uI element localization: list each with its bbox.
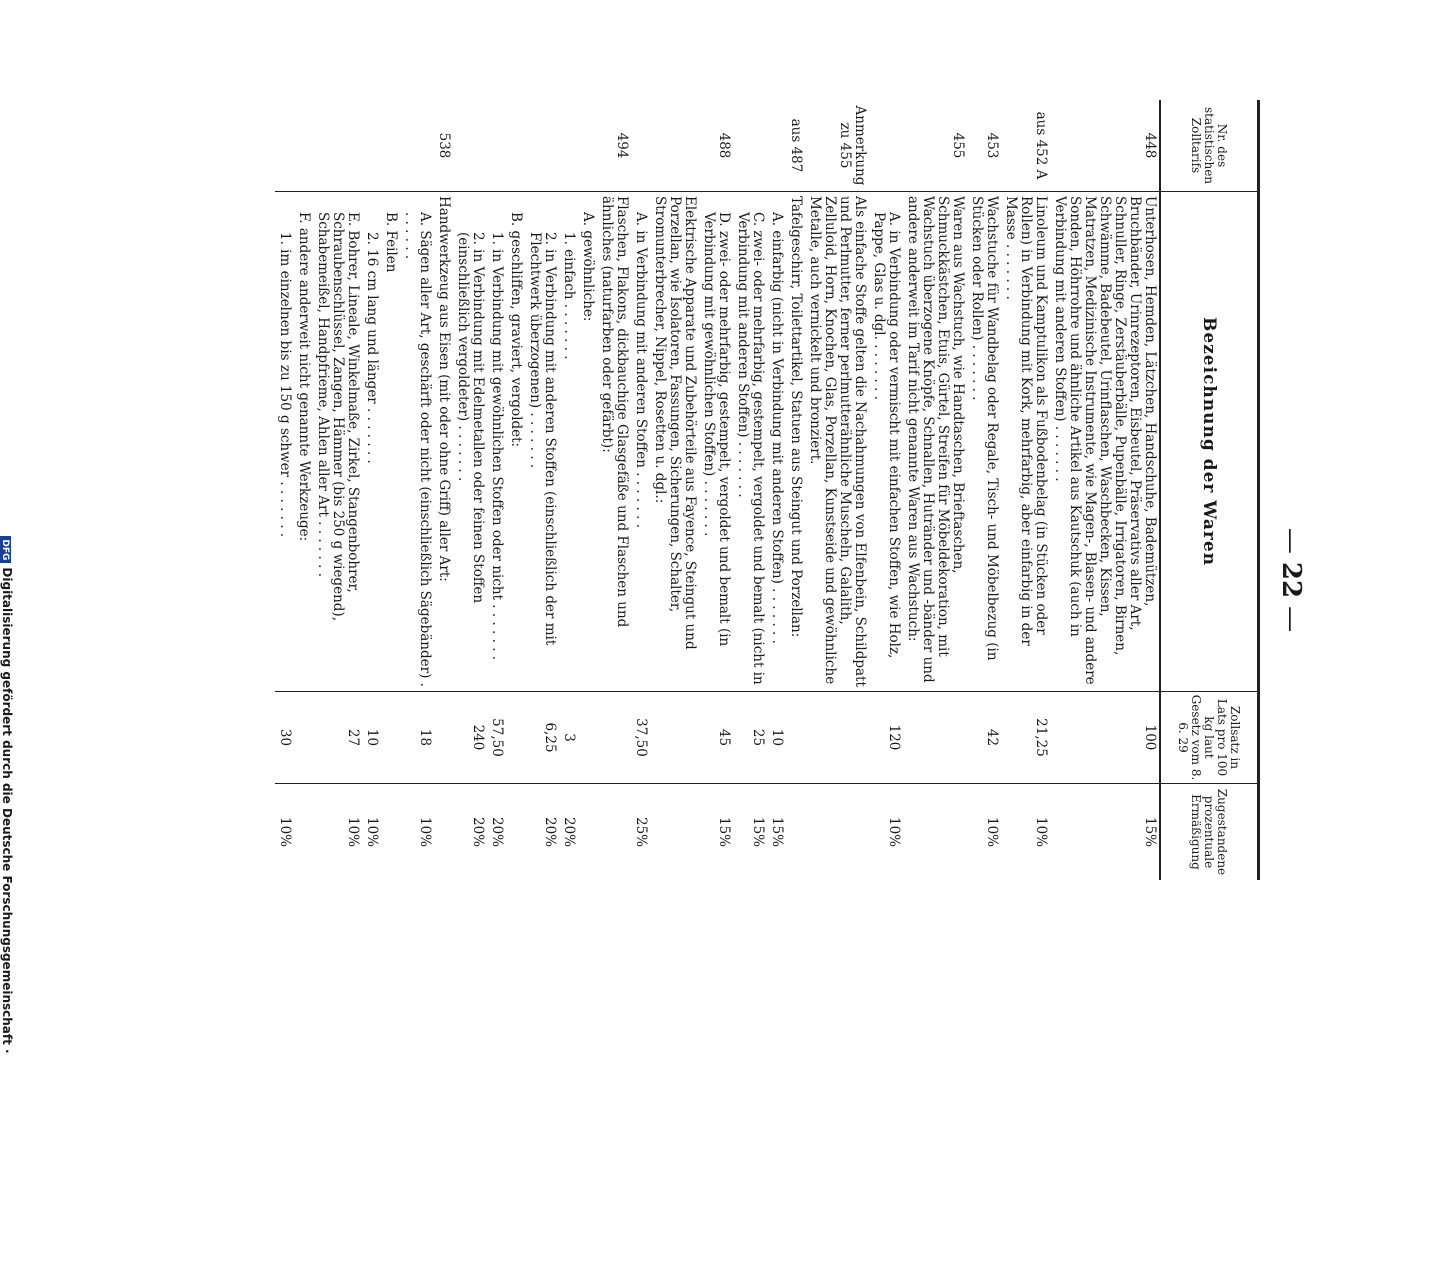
duty-rate-cell: 18 bbox=[400, 692, 434, 784]
tariff-number-cell bbox=[362, 100, 381, 192]
reduction-cell: 10% bbox=[345, 816, 361, 847]
duty-rate-cell bbox=[381, 692, 400, 784]
duty-rate-cell: 25 bbox=[733, 692, 767, 784]
tariff-number-cell bbox=[631, 100, 650, 192]
duty-rate-cell: 57,50 bbox=[487, 692, 506, 784]
reduction-cell bbox=[805, 784, 869, 880]
reduction-cell: 20% bbox=[470, 816, 486, 847]
table-row bbox=[381, 100, 400, 880]
duty-rate-cell: 45 bbox=[699, 692, 733, 784]
duty-rate-cell: 21,25 bbox=[1001, 692, 1050, 784]
tariff-number-cell bbox=[294, 100, 313, 192]
reduction-cell bbox=[903, 784, 967, 880]
tariff-number-cell: aus 452 A bbox=[1001, 100, 1050, 192]
table-row bbox=[313, 100, 362, 880]
reduction-cell: 15% bbox=[769, 816, 785, 847]
reduction-cell bbox=[294, 784, 313, 880]
table-row bbox=[786, 100, 805, 880]
tariff-number-cell bbox=[650, 100, 699, 192]
table-row bbox=[578, 100, 597, 880]
reduction-cell: 20% bbox=[489, 816, 505, 847]
table-row bbox=[400, 100, 434, 880]
duty-rate-cell: 3 bbox=[559, 692, 578, 784]
tariff-number-cell: 455 bbox=[903, 100, 967, 192]
description-cell: A. in Verbindung oder vermischt mit einfachen Stoffen, wie Holz, Pappe, Glas u. dgl. . . . bbox=[869, 192, 903, 692]
duty-rate-cell bbox=[506, 692, 525, 784]
description-cell: Handwerkzeug aus Eisen (mit oder ohne Griff) aller Art: bbox=[434, 192, 453, 692]
tariff-table bbox=[275, 100, 1260, 880]
reduction-cell bbox=[506, 784, 525, 880]
reduction-cell bbox=[786, 784, 805, 880]
rotated-page bbox=[132, 80, 1312, 1080]
tariff-number-cell bbox=[767, 100, 786, 192]
duty-rate-cell bbox=[786, 692, 805, 784]
duty-rate-cell bbox=[578, 692, 597, 784]
tariff-number-cell bbox=[506, 100, 525, 192]
reduction-cell: 10% bbox=[984, 816, 1000, 847]
duty-rate-cell: 10 bbox=[362, 692, 381, 784]
reduction-cell: 15% bbox=[750, 816, 766, 847]
description-cell: Flaschen, Flakons, dickbauchige Glasgefäße und Flaschen und ähnliches (naturfarben oder gefärbt): bbox=[597, 192, 631, 692]
dfg-logo: DFG bbox=[0, 536, 11, 563]
description-cell: 2. in Verbindung mit Edelmetallen oder feinen Stoffen (einschließlich vergoldeter) . . . bbox=[453, 192, 487, 692]
description-cell: Waren aus Wachstuch, wie Handtaschen, Brieftaschen, Schmuckkästchen, Etuis, Gürtel, Streifen für Möbeldekoration, mit Wachstuch überzogene Knöpfe, Schnallen, Hutränder und -bänder und andere anderweit im Tarif nicht genannte Waren aus Wachstuch: bbox=[903, 192, 967, 692]
tariff-number-cell: aus 487 bbox=[786, 100, 805, 192]
reduction-cell bbox=[578, 784, 597, 880]
description-cell: Wachstuche für Wandbelag oder Regale, Tisch- und Möbelbezug (in Stücken oder Rollen) . . . bbox=[967, 192, 1001, 692]
reduction-cell bbox=[381, 784, 400, 880]
duty-rate-cell bbox=[903, 692, 967, 784]
reduction-cell: 20% bbox=[561, 816, 577, 847]
tariff-number-cell bbox=[400, 100, 434, 192]
tariff-number-cell bbox=[559, 100, 578, 192]
table-body bbox=[275, 100, 1159, 880]
table-row bbox=[434, 100, 453, 880]
table-row bbox=[805, 100, 869, 880]
description-cell: Elektrische Apparate und Zubehörteile aus Fayence, Steingut und Porzellan, wie Isolatoren, Fassungen, Sicherungen, Schalter, Stromunterbrecher, Nippel, Rosetten u. dgl.: bbox=[650, 192, 699, 692]
description-cell: F. andere anderweit nicht genannte Werkzeuge: bbox=[294, 192, 313, 692]
description-cell: A. einfarbig (nicht in Verbindung mit anderen Stoffen) . . . bbox=[767, 192, 786, 692]
table-row bbox=[699, 100, 733, 880]
reduction-cell: 20% bbox=[542, 816, 558, 847]
table-row bbox=[453, 100, 487, 880]
table-row bbox=[487, 100, 506, 880]
table-row bbox=[903, 100, 967, 880]
reduction-cell: 10% bbox=[364, 816, 380, 847]
reduction-cell: 15% bbox=[1142, 816, 1158, 847]
tariff-number-cell: 494 bbox=[597, 100, 631, 192]
description-cell: Tafelgeschirr, Toilettartikel, Statuen aus Steingut und Porzellan: bbox=[786, 192, 805, 692]
description-cell: Unterhosen, Hemden, Lätzchen, Handschuhe, Bademützen, Bruchbänder, Urinrezeptoren, Eisbeutel, Präservativs aller Art, Schnuller, Ringe, Zerstäuberbälle, Pupenbälle, Irrigatoren, Birnen, Schwämme, Badebeutel, Urinflaschen, Waschbecken, Kissen, Matratzen, Medizinische Instrumente, wie Magen-, Blasen- und andere Sonden, Höhrrohre und ähnliche Artikel aus Kautschuk (auch in Verbindung mit anderen Stoffen) . . . bbox=[1050, 192, 1159, 692]
table-row bbox=[294, 100, 313, 880]
tariff-number-cell bbox=[525, 100, 559, 192]
tariff-number-cell: 448 bbox=[1050, 100, 1159, 192]
reduction-cell: 10% bbox=[1033, 816, 1049, 847]
tariff-number-cell bbox=[869, 100, 903, 192]
description-cell: Als einfache Stoffe gelten die Nachahmungen von Elfenbein, Schildpatt und Perlmutter, ferner perlmutterähnliche Muscheln, Galalith, Zelluloid, Horn, Knochen, Glas, Porzellan, Kunstseide und gewöhnliche Metalle, auch vernickelt und bronziert. bbox=[805, 192, 869, 692]
reduction-cell bbox=[434, 784, 453, 880]
page-number: —22— bbox=[1276, 527, 1306, 633]
table-row bbox=[1050, 100, 1159, 880]
header-duty-rate: Zollsatz in Lats pro 100 kg laut Gesetz vom 8. 6. 29 bbox=[1161, 692, 1257, 784]
description-cell: A. Sägen aller Art, geschärft oder nicht (einschließlich Sägebänder) . . . bbox=[400, 192, 434, 692]
table-row bbox=[506, 100, 525, 880]
tariff-number-cell: Anmerkung zu 455 bbox=[805, 100, 869, 192]
tariff-number-cell: 538 bbox=[434, 100, 453, 192]
description-cell: E. Bohrer, Lineale, Winkelmaße, Zirkel, Stangenbohrer, Schraubenschlüssel, Zangen, Hämmer (bis 250 g wiegend), Schabemeißel, Handpfrieme, Ahlen aller Art . . . bbox=[313, 192, 362, 692]
duty-rate-cell bbox=[597, 692, 631, 784]
tariff-number-cell bbox=[487, 100, 506, 192]
description-cell: Linoleum und Kamptulikon als Fußbodenbelag (in Stücken oder Rollen) in Verbindung mit Kork, mehrfarbig, aber einfarbig in der Masse . . . bbox=[1001, 192, 1050, 692]
duty-rate-cell bbox=[805, 692, 869, 784]
duty-rate-cell: 27 bbox=[313, 692, 362, 784]
reduction-cell: 25% bbox=[633, 816, 649, 847]
table-row bbox=[767, 100, 786, 880]
table-row bbox=[525, 100, 559, 880]
description-cell: 2. in Verbindung mit anderen Stoffen (einschließlich der mit Flechtwerk überzogenen) . . . bbox=[525, 192, 559, 692]
funding-text: Digitalisierung gefördert durch die Deutsche Forschungsgemeinschaft · bbox=[0, 567, 14, 1054]
duty-rate-cell bbox=[434, 692, 453, 784]
description-cell: B. geschliffen, graviert, vergoldet: bbox=[506, 192, 525, 692]
table-row bbox=[559, 100, 578, 880]
duty-rate-cell: 6,25 bbox=[525, 692, 559, 784]
table-header bbox=[1159, 100, 1260, 880]
description-cell: 1. in Verbindung mit gewöhnlichen Stoffen oder nicht . . . bbox=[487, 192, 506, 692]
table-row bbox=[1001, 100, 1050, 880]
description-cell: C. zwei- oder mehrfarbig, gestempelt, vergoldet und bemalt (nicht in Verbindung mit anderen Stoffen) . . . bbox=[733, 192, 767, 692]
duty-rate-cell bbox=[294, 692, 313, 784]
tariff-number-cell: 453 bbox=[967, 100, 1001, 192]
table-row bbox=[650, 100, 699, 880]
table-row bbox=[275, 100, 294, 880]
reduction-cell: 15% bbox=[716, 816, 732, 847]
tariff-number-cell bbox=[453, 100, 487, 192]
duty-rate-cell: 240 bbox=[453, 692, 487, 784]
description-cell: 2. 16 cm lang und länger . . . bbox=[362, 192, 381, 692]
table-row bbox=[869, 100, 903, 880]
reduction-cell: 10% bbox=[417, 816, 433, 847]
duty-rate-cell: 10 bbox=[767, 692, 786, 784]
header-description: Bezeichnung der Waren bbox=[1161, 192, 1257, 692]
tariff-number-cell bbox=[733, 100, 767, 192]
header-reduction: Zugestandene prozentuale Ermäßigung bbox=[1189, 788, 1230, 876]
table-row bbox=[967, 100, 1001, 880]
table-row bbox=[631, 100, 650, 880]
tariff-number-cell: 488 bbox=[699, 100, 733, 192]
description-cell: A. gewöhnliche: bbox=[578, 192, 597, 692]
table-row bbox=[597, 100, 631, 880]
tariff-number-cell bbox=[275, 100, 294, 192]
duty-rate-cell: 37,50 bbox=[631, 692, 650, 784]
description-cell: D. zwei- oder mehrfarbig, gestempelt, vergoldet und bemalt (in Verbindung mit gewöhnlichen Stoffen) . . . bbox=[699, 192, 733, 692]
description-cell: 1. im einzelnen bis zu 150 g schwer . . . bbox=[275, 192, 294, 692]
tariff-number-cell bbox=[313, 100, 362, 192]
table-row bbox=[362, 100, 381, 880]
reduction-cell: 10% bbox=[886, 816, 902, 847]
reduction-cell bbox=[650, 784, 699, 880]
tariff-number-cell bbox=[578, 100, 597, 192]
duty-rate-cell: 30 bbox=[275, 692, 294, 784]
duty-rate-cell: 100 bbox=[1050, 692, 1159, 784]
duty-rate-cell: 120 bbox=[869, 692, 903, 784]
funding-note bbox=[0, 310, 17, 1280]
duty-rate-cell bbox=[650, 692, 699, 784]
tariff-number-cell bbox=[381, 100, 400, 192]
description-cell: 1. einfach . . . bbox=[559, 192, 578, 692]
description-cell: A. in Verbindung mit anderen Stoffen . . . bbox=[631, 192, 650, 692]
header-tariff-number: Nr. des statistischen Zolltarifs bbox=[1161, 100, 1257, 192]
reduction-cell bbox=[597, 784, 631, 880]
table-row bbox=[733, 100, 767, 880]
description-cell: B. Feilen bbox=[381, 192, 400, 692]
duty-rate-cell: 42 bbox=[967, 692, 1001, 784]
reduction-cell: 10% bbox=[277, 816, 293, 847]
